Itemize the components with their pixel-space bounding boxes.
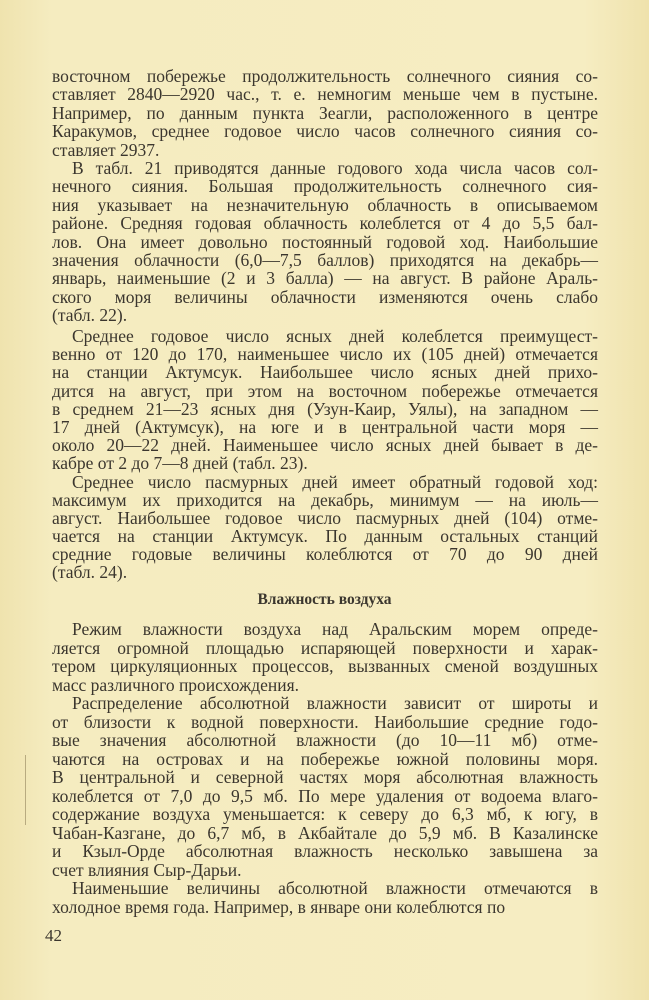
- text-line: В центральной и северной частях моря абсолютная влажность: [52, 767, 598, 787]
- text-line: ляется огромной площадью испаряющей поверхности и харак-: [52, 637, 598, 658]
- text-line: колеблется от 7,0 до 9,5 мб. По мере удаления от водоема влаго-: [52, 785, 598, 806]
- text-line: ставляет 2840—2920 час., т. е. немногим меньше чем в пустыне.: [52, 84, 598, 105]
- text-line: максимум их приходится на декабрь, минимум — на июль—: [52, 489, 598, 510]
- text-line: вые значения абсолютной влажности (до 10—11 мб) отме-: [52, 730, 598, 750]
- text-line: Например, по данным пункта Зеагли, расположенного в центре: [52, 102, 598, 123]
- text-line: от близости к водной поверхности. Наибольшие средние годо-: [52, 711, 598, 732]
- text-line: Режим влажности воздуха над Аральским морем опреде-: [72, 619, 598, 639]
- text-line: (табл. 24).: [52, 562, 128, 583]
- paragraph: [52, 67, 598, 159]
- paragraph: [52, 159, 598, 325]
- text-line: счет влияния Сыр-Дарьи.: [52, 859, 242, 880]
- text-line: Среднее число пасмурных дней имеет обратный годовой ход:: [72, 471, 598, 492]
- text-line: значения облачности (6,0—7,5 баллов) приходятся на декабрь—: [52, 249, 598, 270]
- text-line: на станции Актумсук. Наибольшее число ясных дней прихо-: [52, 362, 598, 383]
- paragraph: [52, 694, 598, 879]
- paragraph: [52, 327, 598, 473]
- paragraph: [52, 473, 598, 582]
- text-line: тером циркуляционных процессов, вызванных сменой воздушных: [52, 656, 598, 676]
- text-line: Распределение абсолютной влажности зависит от широты и: [72, 693, 598, 713]
- text-line: (табл. 22).: [52, 305, 128, 326]
- text-line: содержание воздуха уменьшается: к северу до 6,3 мб, к югу, в: [52, 804, 598, 824]
- text-line: кабре от 2 до 7—8 дней (табл. 23).: [52, 453, 308, 474]
- text-line: ния указывает на незначительную облачность в описываемом: [52, 194, 598, 215]
- text-line: и Кзыл-Орде абсолютная влажность несколько завышена за: [52, 841, 598, 861]
- text-line: чается на станции Актумсук. По данным остальных станций: [52, 526, 598, 547]
- text-line: август. Наибольшее годовое число пасмурных дней (104) отме-: [52, 507, 598, 528]
- text-line: масс различного происхождения.: [52, 674, 300, 695]
- section-heading: Влажность воздуха: [257, 591, 392, 608]
- text-line: холодное время года. Например, в январе они колеблются по: [52, 896, 506, 917]
- text-line: 17 дней (Актумсук), на юге и в центральной части моря —: [52, 416, 598, 437]
- text-line: нечного сияния. Большая продолжительность солнечного сия-: [52, 176, 598, 197]
- text-line: венно от 120 до 170, наименьшее число их (105 дней) отмечается: [52, 344, 598, 365]
- text-line: дится на август, при этом на восточном побережье отмечается: [52, 380, 598, 401]
- text-line: Каракумов, среднее годовое число часов солнечного сияния со-: [52, 121, 598, 142]
- paragraph: [52, 879, 598, 916]
- text-line: лов. Она имеет довольно постоянный годовой ход. Наибольшие: [52, 231, 598, 252]
- text-line: январь, наименьшие (2 и 3 балла) — на август. В районе Араль-: [52, 268, 598, 289]
- text-line: ставляет 2937.: [52, 139, 160, 160]
- text-block-clear-overcast-days: [52, 327, 598, 582]
- text-line: Среднее годовое число ясных дней колеблется преимущест-: [72, 326, 598, 346]
- text-line: районе. Средняя годовая облачность колеблется от 4 до 5,5 бал-: [52, 213, 598, 234]
- text-line: восточном побережье продолжительность солнечного сияния со-: [52, 66, 598, 86]
- text-line: Чабан-Казгане, до 6,7 мб, в Акбайтале до 5,9 мб. В Казалинске: [52, 822, 598, 843]
- text-line: ского моря величины облачности изменяются очень слабо: [52, 286, 598, 307]
- text-block-air-humidity: [52, 620, 598, 916]
- text-block-sunshine-cloudiness: [52, 67, 598, 324]
- text-line: около 20—22 дней. Наименьшее число ясных дней бывает в де-: [52, 435, 598, 456]
- text-line: чаются на островах и на побережье южной половины моря.: [52, 748, 598, 769]
- margin-pencil-mark: [25, 755, 26, 825]
- text-line: средние годовые величины колеблются от 70 до 90 дней: [52, 544, 598, 565]
- paragraph: [52, 620, 598, 694]
- text-line: В табл. 21 приводятся данные годового хода числа часов сол-: [72, 157, 598, 178]
- text-line: Наименьшие величины абсолютной влажности отмечаются в: [72, 878, 598, 898]
- page-number: 42: [45, 926, 62, 945]
- text-line: в среднем 21—23 ясных дня (Узун-Каир, Уялы), на западном —: [52, 398, 598, 419]
